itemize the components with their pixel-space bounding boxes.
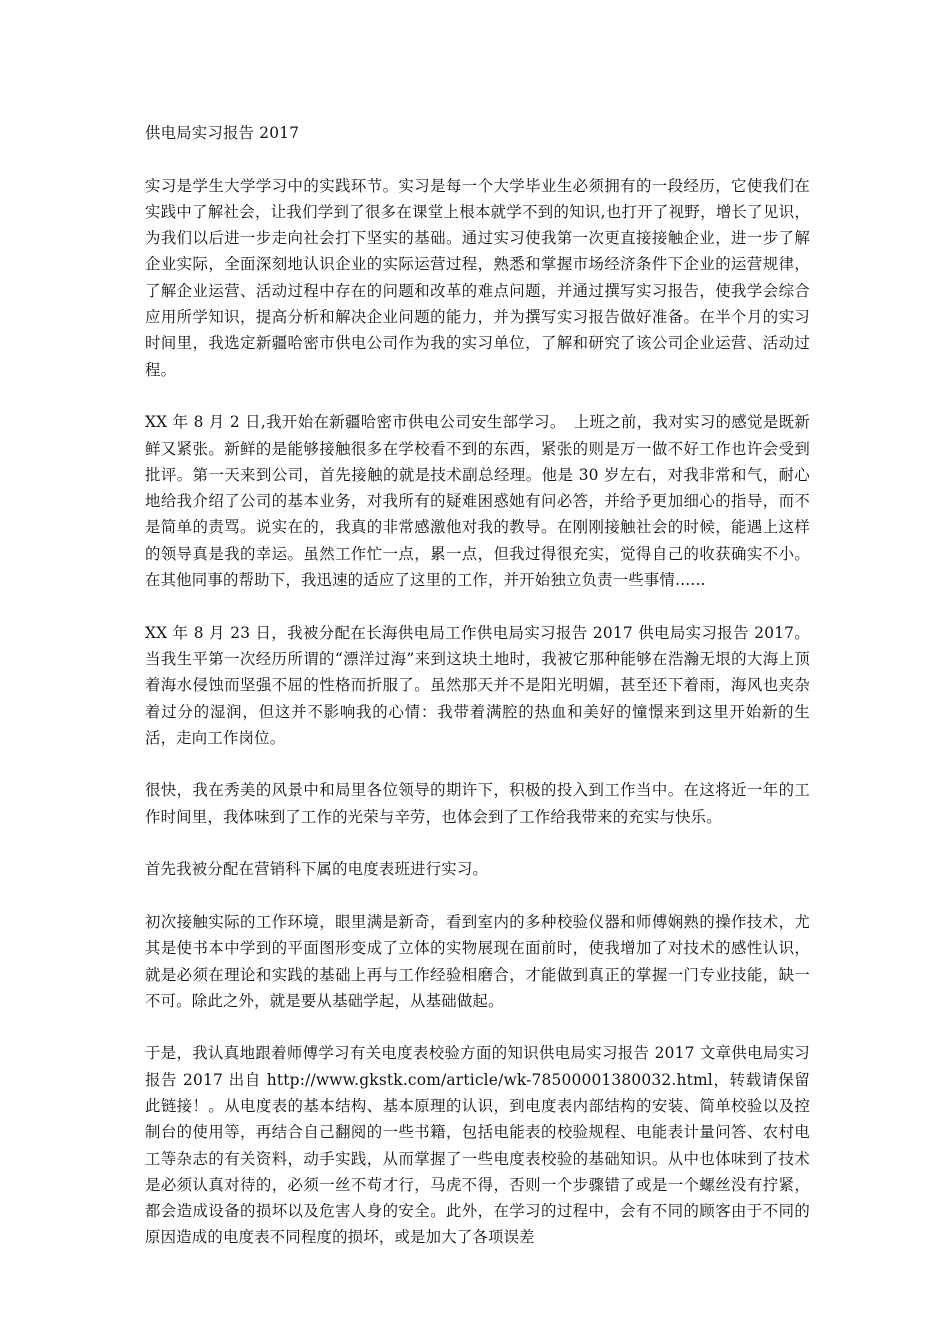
paragraph-6: 初次接触实际的工作环境，眼里满是新奇，看到室内的多种校验仪器和师傅娴熟的操作技术，尤其是使书本中学到的平面图形变成了立体的实物展现在面前时，使我增加了对技术的感性认识，就是必须在理论和实践的基础上再与工作经验相磨合，才能做到真正的掌握一门专业技能，缺一不可。除此之外，就是要从基础学起，从基础做起。 bbox=[145, 912, 810, 1010]
paragraph-4: 很快，我在秀美的风景中和局里各位领导的期许下，积极的投入到工作当中。在这将近一年的工作时间里，我体味到了工作的光荣与辛劳，也体会到了工作给我带来的充实与快乐。 bbox=[145, 781, 810, 826]
paragraph-7: 于是，我认真地跟着师傅学习有关电度表校验方面的知识供电局实习报告 2017 文章供电局实习报告 2017 出自 http://www.gkstk.com/article/wk-78500001380032.html，转载请保留此链接！。从电度表的基本结构、基本原理的认识，到电度表内部结构的安装、简单校验以及控制台的使用等，再结合自己翻阅的一些书籍，包括电能表的校验规程、电能表计量问答、农村电工等杂志的有关资料，动手实践，从而掌握了一些电度表校验的基础知识。从中也体味到了技术是必须认真对待的，必须一丝不苟才行，马虎不得，否则一个步骤错了或是一个螺丝没有拧紧，都会造成设备的损坏以及危害人身的安全。此外，在学习的过程中，会有不同的顾客由于不同的原因造成的电度表不同程度的损坏，或是加大了各项误差 bbox=[145, 1044, 810, 1247]
document-page bbox=[145, 120, 810, 1277]
document-title: 供电局实习报告 2017 bbox=[145, 124, 300, 142]
paragraph-2: XX 年 8 月 2 日,我开始在新疆哈密市供电公司安生部学习。 上班之前，我对实习的感觉是既新鲜又紧张。新鲜的是能够接触很多在学校看不到的东西，紧张的则是万一做不好工作也许会受到批评。第一天来到公司，首先接触的就是技术副总经理。他是 30 岁左右，对我非常和气，耐心地给我介绍了公司的基本业务，对我所有的疑难困惑她有问必答，并给予更加细心的指导，而不是简单的责骂。说实在的，我真的非常感激他对我的教导。在刚刚接触社会的时候，能遇上这样的领导真是我的幸运。虽然工作忙一点，累一点，但我过得很充实，觉得自己的收获确实不小。在其他同事的帮助下，我迅速的适应了这里的工作，并开始独立负责一些事情...... bbox=[145, 413, 810, 590]
paragraph-5: 首先我被分配在营销科下属的电度表班进行实习。 bbox=[145, 860, 488, 879]
paragraph-3: XX 年 8 月 23 日，我被分配在长海供电局工作供电局实习报告 2017 供电局实习报告 2017。当我生平第一次经历所谓的“漂洋过海”来到这块土地时，我被它那种能够在浩瀚无垠的大海上顶着海水侵蚀而坚强不屈的性格而折服了。虽然那天并不是阳光明媚，甚至还下着雨，海风也夹杂着过分的湿润，但这并不影响我的心情：我带着满腔的热血和美好的憧憬来到这里开始新的生活，走向工作岗位。 bbox=[145, 623, 810, 747]
paragraph-1: 实习是学生大学学习中的实践环节。实习是每一个大学毕业生必须拥有的一段经历，它使我们在实践中了解社会，让我们学到了很多在课堂上根本就学不到的知识,也打开了视野，增长了见识，为我们以后进一步走向社会打下坚实的基础。通过实习使我第一次更直接接触企业，进一步了解企业实际，全面深刻地认识企业的实际运营过程，熟悉和掌握市场经济条件下企业的运营规律，了解企业运营、活动过程中存在的问题和改革的难点问题，并通过撰写实习报告，使我学会综合应用所学知识，提高分析和解决企业问题的能力，并为撰写实习报告做好准备。在半个月的实习时间里，我选定新疆哈密市供电公司作为我的实习单位，了解和研究了该公司企业运营、活动过程。 bbox=[145, 176, 810, 379]
